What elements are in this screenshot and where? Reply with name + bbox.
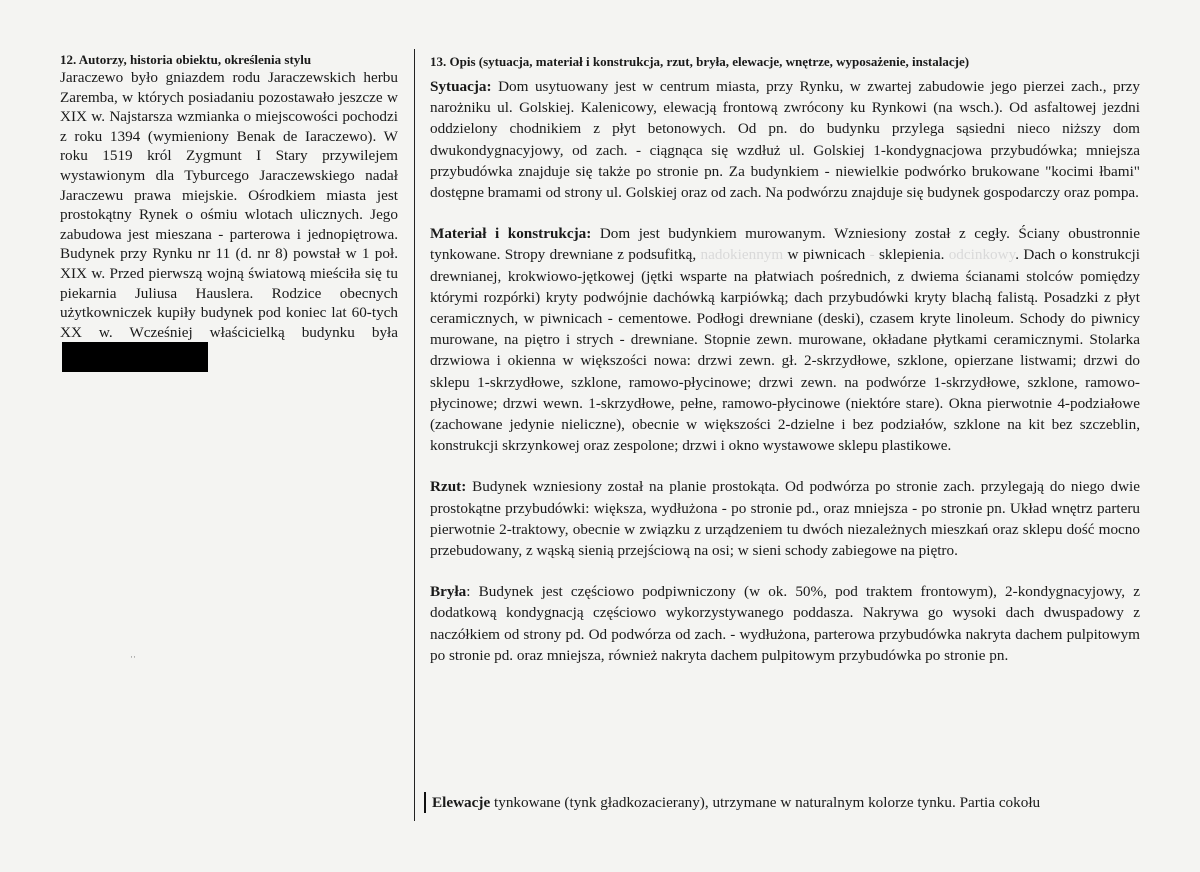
sytuacja-text: Dom usytuowany jest w centrum miasta, przy Rynku, w zwartej zabudowie jego pierzei zach., przy narożniku ul. Golskiej. Kalenicowy, elewacją frontową zwrócony ku Rynkowi (na wsch.). Od asfaltowej jezdni oddzielony chodnikiem z płyt betonowych. Od pn. do budynku przylega sąsiedni nieco niższy dom dwukondygnacyjowy, od zach. - ciągnąca się wzdłuż ul. Golskiej 1-kondygnacjowa przybudówka; mniejsza przybudówka znajduje się także po stronie pn. Za budynkiem - niewielkie podwórko brukowane "kocimi łbami" dostępne bramami od strony ul. Golskiej oraz od zach. Na podwórzu znajduje się budynek gospodarczy oraz pompa. bbox=[430, 78, 1140, 202]
section-12-body bbox=[60, 68, 398, 372]
material-text-a: Dom jest budynkiem murowanym. Wzniesiony został z cegły. Ściany obustronnie tynkowane. Stropy drewniane z podsufitką, bbox=[430, 225, 1140, 264]
section-12-heading: 12. Autorzy, historia obiektu, określenia stylu bbox=[60, 52, 312, 67]
material-paragraph bbox=[430, 223, 1140, 456]
rzut-text: Budynek wzniesiony został na planie prostokąta. Od podwórza po stronie zach. przylegają do niego dwie prostokątne przybudówki: większa, wydłużona - po stronie pd., oraz mniejsza - po stronie pn. Układ wnętrz parteru pierwotnie 2-traktowy, obecnie w związku z urządzeniem tu dwóch niezależnych mieszkań oraz sklepu dość mocno przebudowany, z wąską sienią przejściową na osi; w sieni schody zabiegowe na piętro. bbox=[430, 478, 1140, 560]
rzut-paragraph bbox=[430, 476, 1140, 561]
elewacje-text: tynkowane (tynk gładkozacierany), utrzymane w naturalnym kolorze tynku. Partia cokołu bbox=[490, 794, 1041, 811]
redacted-name-block bbox=[62, 342, 208, 372]
material-text-b: w piwnicach bbox=[783, 246, 870, 264]
bryla-label: Bryła bbox=[430, 583, 467, 601]
bryla-paragraph bbox=[430, 581, 1140, 666]
scan-speck: ·· bbox=[130, 652, 136, 662]
section-13 bbox=[430, 54, 1140, 811]
material-text-d: . Dach o konstrukcji drewnianej, krokwiowo-jętkowej (jętki wsparte na płatwiach pośrednich, z dwiema ścianami stolców pomiędzy którymi rozpórki) kryty podwójnie dachówką karpiówką; dach przybudówki kryty blachą falistą. Posadzki z płyt ceramicznych, w piwnicach - cementowe. Podłogi drewniane (deski), czasem kryte linoleum. Schody do piwnicy murowane, na piętro i strych - drewniane. Stopnie zewn. murowane, okładane płytkami ceramicznymi. Stolarka drzwiowa i okienna w większości nowa: drzwi zewn. gł. 2-skrzydłowe, szklone, opierzane listwami; drzwi do sklepu 1-skrzydłowe, szklone, ramowo-płycinowe; drzwi zewn. na podwórze 1-skrzydłowe, szklone, ramowo-płycinowe; drzwi wewn. 1-skrzydłowe, pełne, ramowo-płycinowe (niektóre stare). Okna pierwotnie 4-podziałowe (zachowane jedynie nieliczne), obecnie w większości 2-dzielne i bez podziałów, szklone na kit bez szczeblin, konstrukcji skrzynkowej oraz zespolone; drzwi i okno wystawowe sklepu plastikowe. bbox=[430, 246, 1140, 455]
elewacje-label: Elewacje bbox=[432, 794, 491, 811]
material-faded-word-3: odcinkowy bbox=[944, 246, 1016, 264]
section-13-heading: 13. Opis (sytuacja, materiał i konstrukcja, rzut, bryła, elewacje, wnętrze, wyposażenie, instalacje) bbox=[430, 54, 970, 69]
material-label: Materiał i konstrukcja: bbox=[430, 225, 592, 243]
bryla-text: : Budynek jest częściowo podpiwniczony (w ok. 50%, pod traktem frontowym), 2-kondygnacyjowy, z dodatkową kondygnacją częściowo wykorzystywanego poddasza. Nakrywa go wysoki dach dwuspadowy z naczółkiem od strony pd. Od podwórza od zach. - wydłużona, parterowa przybudówka nakryta dachem pulpitowym po stronie pd. oraz mniejsza, również nakryta dachem pulpitowym przybudówka po stronie pn. bbox=[430, 583, 1140, 664]
section-12-text: Jaraczewo było gniazdem rodu Jaraczewskich herbu Zaremba, w których posiadaniu pozostawało jeszcze w XIX w. Najstarsza wzmianka o miejscowości pochodzi z roku 1394 (wymieniony Benak de Iaraczewo). W roku 1519 król Zygmunt I Stary przywilejem wystawionym dla Tyburcego Jaraczewskiego nadał Jaraczewu prawa miejskie. Ośrodkiem miasta jest prostokątny Rynek o ośmiu wlotach ulicznych. Jego zabudowa jest mieszana - parterowa i jednopiętrowa. Budynek przy Rynku nr 11 (d. nr 8) powstał w 1 poł. XIX w. Przed pierwszą wojną światową mieściła się tu piekarnia Juliusa Hauslera. Rodzice obecnych użytkowniczek kupiły budynek pod koniec lat 60-tych XX w. Wcześniej właścicielką budynku była bbox=[60, 69, 398, 341]
sytuacja-label: Sytuacja: bbox=[430, 78, 492, 95]
column-divider bbox=[414, 49, 415, 821]
sytuacja-paragraph bbox=[430, 76, 1140, 203]
elewacje-paragraph bbox=[424, 792, 1148, 813]
material-faded-word-2: - bbox=[869, 246, 875, 264]
material-text-c: sklepienia. bbox=[874, 246, 945, 264]
section-12 bbox=[60, 52, 398, 372]
rzut-label: Rzut: bbox=[430, 478, 467, 496]
material-faded-word-1: nadokiennym bbox=[700, 246, 784, 264]
